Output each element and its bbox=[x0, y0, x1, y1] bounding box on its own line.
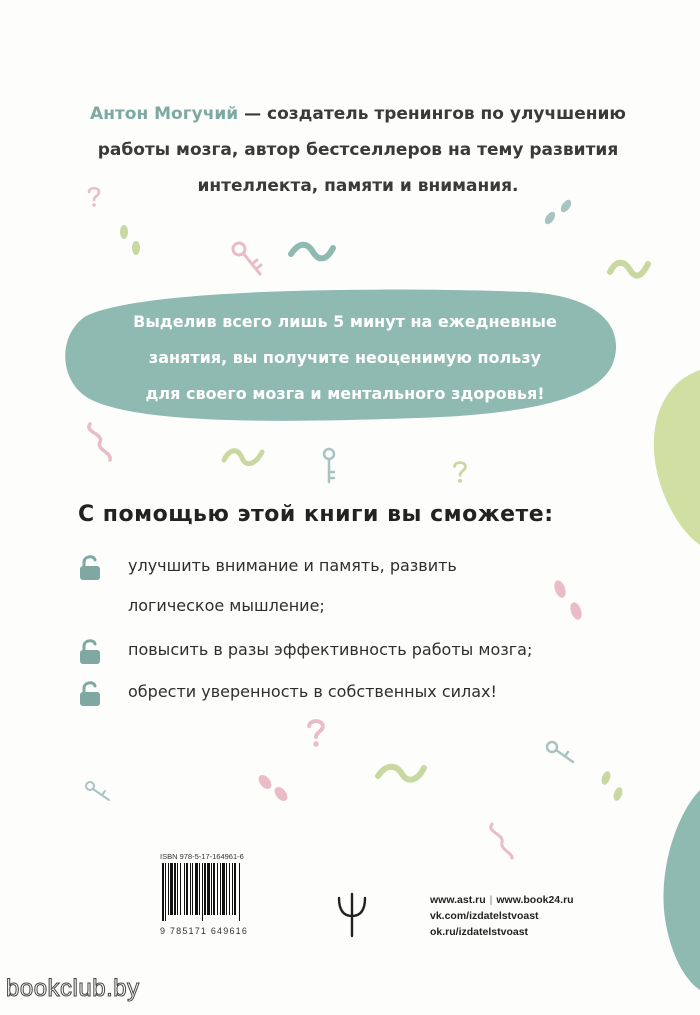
benefit-2-line1: повысить в разы эффективность работы мозга; bbox=[128, 640, 533, 659]
link-vk[interactable]: vk.com/izdatelstvoast bbox=[430, 910, 539, 922]
open-lock-icon bbox=[78, 638, 104, 666]
barcode-bar bbox=[186, 863, 188, 915]
key-icon bbox=[545, 740, 577, 766]
isbn-text: ISBN 978-5-17-164961-6 bbox=[160, 852, 244, 861]
barcode-bar bbox=[226, 863, 227, 915]
squiggle-icon bbox=[606, 254, 652, 282]
key-icon bbox=[318, 446, 340, 486]
author-name: Антон Могучий bbox=[90, 104, 239, 124]
highlight-line2: занятия, вы получите неоценимую пользу bbox=[148, 348, 542, 367]
key-icon bbox=[84, 780, 114, 804]
barcode-block bbox=[160, 852, 282, 936]
key-icon bbox=[230, 240, 266, 280]
intro-line3: интеллекта, памяти и внимания. bbox=[197, 176, 519, 196]
barcode-bar bbox=[192, 863, 193, 915]
link-book24[interactable]: www.book24.ru bbox=[496, 894, 574, 906]
barcode-bar bbox=[177, 863, 178, 915]
barcode-bar bbox=[211, 863, 212, 915]
barcode-bar bbox=[222, 863, 225, 915]
highlight-text bbox=[100, 304, 590, 412]
footprints-icon bbox=[116, 222, 146, 262]
footprints-icon bbox=[596, 766, 630, 806]
publisher-links bbox=[430, 892, 574, 940]
barcode-bar bbox=[174, 863, 176, 915]
link-ok[interactable]: ok.ru/izdatelstvoast bbox=[430, 926, 529, 938]
separator: | bbox=[489, 894, 493, 906]
barcode-bar bbox=[168, 863, 169, 915]
barcode-bar bbox=[180, 863, 181, 915]
barcode-bar bbox=[165, 863, 166, 921]
barcode-bar bbox=[204, 863, 206, 915]
barcode-number: 9 785171 649616 bbox=[160, 926, 249, 936]
link-ast[interactable]: www.ast.ru bbox=[430, 894, 486, 906]
squiggle-icon bbox=[82, 420, 118, 464]
barcode-bar bbox=[170, 863, 173, 915]
barcode-bar bbox=[162, 863, 164, 921]
barcode-bar bbox=[232, 863, 233, 915]
intro-line2: работы мозга, автор бестселлеров на тему развития bbox=[97, 140, 619, 160]
open-lock-icon bbox=[78, 554, 104, 582]
watermark: bookclub.by bbox=[6, 975, 140, 1002]
barcode-bar bbox=[195, 863, 198, 915]
squiggle-icon bbox=[287, 238, 337, 264]
question-mark-icon bbox=[305, 718, 327, 748]
green-blob-shape bbox=[640, 370, 700, 550]
benefits-title: С помощью этой книги вы сможете: bbox=[78, 502, 554, 527]
question-mark-icon bbox=[451, 460, 469, 484]
barcode-image bbox=[160, 863, 282, 921]
benefit-1-line2: логическое мышление; bbox=[128, 596, 325, 615]
barcode-bar bbox=[184, 863, 185, 915]
teal-blob-shape bbox=[640, 790, 700, 990]
squiggle-icon bbox=[374, 758, 428, 786]
benefit-1-line1: улучшить внимание и память, развить bbox=[128, 556, 457, 575]
barcode-bar bbox=[217, 863, 218, 915]
highlight-line3: для своего мозга и ментального здоровья! bbox=[145, 384, 545, 403]
intro-line1: — создатель тренингов по улучшению bbox=[238, 104, 626, 124]
squiggle-icon bbox=[220, 440, 266, 470]
benefit-3-line1: обрести уверенность в собственных силах! bbox=[128, 682, 497, 701]
barcode-bar bbox=[207, 863, 210, 915]
barcode-bar bbox=[234, 863, 236, 915]
barcode-bar bbox=[213, 863, 215, 915]
barcode-bar bbox=[202, 863, 203, 921]
barcode-bar bbox=[239, 863, 240, 921]
open-lock-icon bbox=[78, 680, 104, 708]
barcode-bar bbox=[199, 863, 200, 915]
barcode-bar bbox=[229, 863, 230, 915]
author-intro bbox=[78, 96, 638, 204]
footprints-icon bbox=[255, 770, 291, 804]
barcode-bar bbox=[220, 863, 221, 915]
barcode-bar bbox=[190, 863, 191, 915]
highlight-line1: Выделив всего лишь 5 минут на ежедневные bbox=[133, 312, 557, 331]
squiggle-icon bbox=[484, 820, 520, 860]
psi-logo bbox=[335, 892, 369, 938]
